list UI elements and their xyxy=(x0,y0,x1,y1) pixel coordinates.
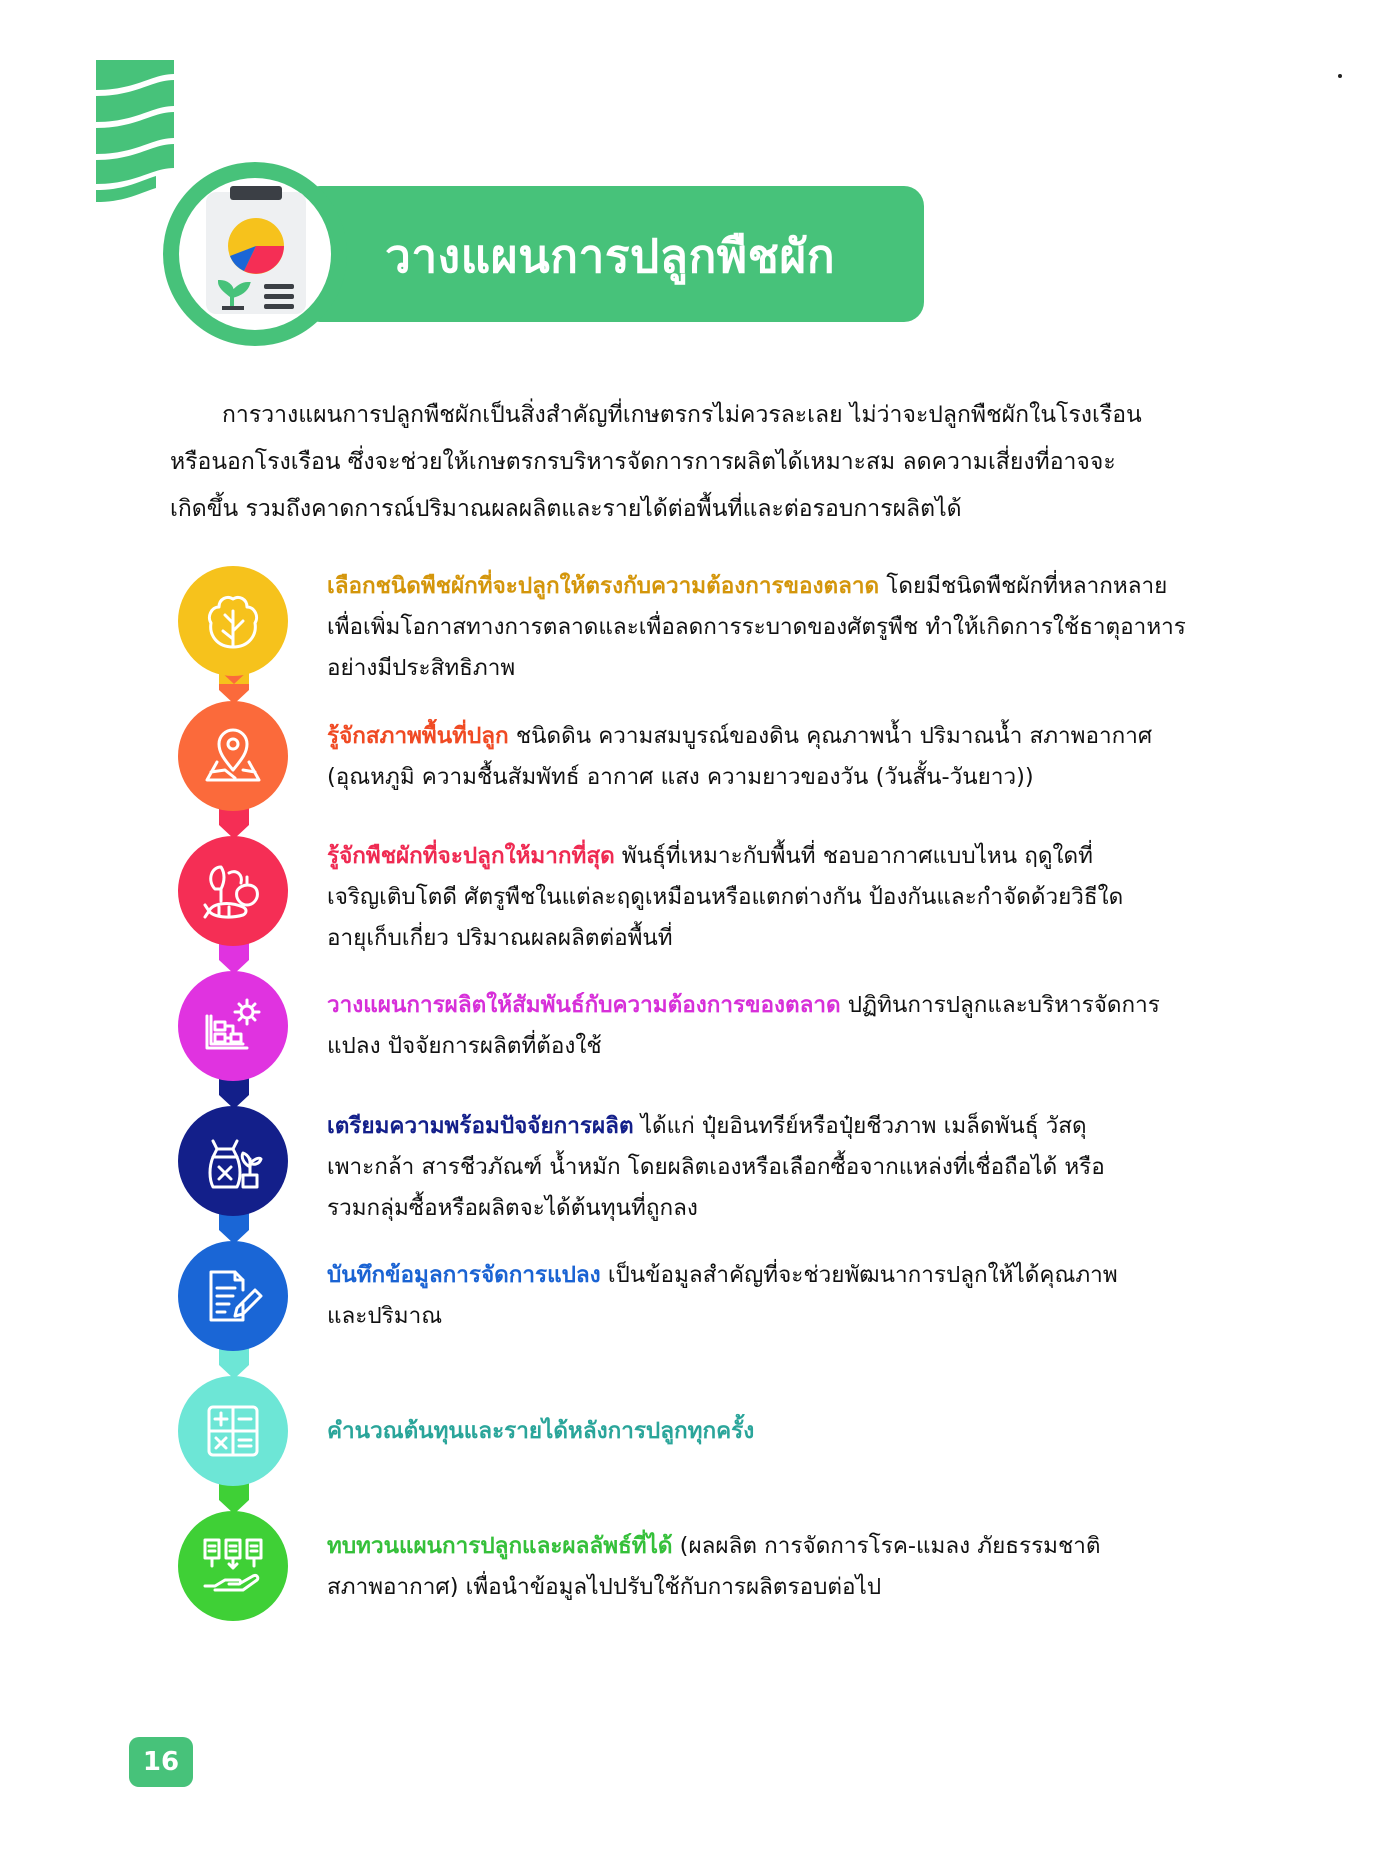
map-pin-icon xyxy=(203,726,263,786)
step-text-8 xyxy=(327,1526,1192,1608)
step-body-line: อายุเก็บเกี่ยว ปริมาณผลผลิตต่อพื้นที่ xyxy=(327,925,673,951)
step-body-line: เพื่อเพิ่มโอกาสทางการตลาดและเพื่อลดการระบาดของศัตรูพืช ทำให้เกิดการใช้ธาตุอาหาร xyxy=(327,614,1186,640)
step-heading: รู้จักสภาพพื้นที่ปลูก xyxy=(327,723,509,749)
step-text-1 xyxy=(327,566,1192,689)
step-circle-5 xyxy=(178,1106,288,1216)
step-body-line: สภาพอากาศ) เพื่อนำข้อมูลไปปรับใช้กับการผลิตรอบต่อไป xyxy=(327,1574,882,1600)
step-body-line: และปริมาณ xyxy=(327,1303,443,1329)
step-body-line: แปลง ปัจจัยการผลิตที่ต้องใช้ xyxy=(327,1033,602,1059)
step-body: ปฏิทินการปลูกและบริหารจัดการ xyxy=(840,992,1160,1018)
step-body: ได้แก่ ปุ๋ยอินทรีย์หรือปุ๋ยชีวภาพ เมล็ดพันธุ์ วัสดุ xyxy=(633,1113,1087,1139)
step-body-line: เพาะกล้า สารชีวภัณฑ์ น้ำหมัก โดยผลิตเองหรือเลือกซื้อจากแหล่งที่เชื่อถือได้ หรือ xyxy=(327,1154,1105,1180)
page-title: วางแผนการปลูกพืชผัก xyxy=(385,229,836,283)
notepad-pen-icon xyxy=(203,1266,263,1326)
step-heading: เลือกชนิดพืชผักที่จะปลูกให้ตรงกับความต้องการของตลาด xyxy=(327,573,880,599)
intro-line: หรือนอกโรงเรือน ซึ่งจะช่วยให้เกษตรกรบริหารจัดการการผลิตได้เหมาะสม ลดความเสี่ยงที่อาจจะ xyxy=(170,449,1116,475)
step-text-5 xyxy=(327,1106,1192,1229)
intro-line: การวางแผนการปลูกพืชผักเป็นสิ่งสำคัญที่เกษตรกรไม่ควรละเลย ไม่ว่าจะปลูกพืชผักในโรงเรือน xyxy=(222,402,1142,428)
step-body-line: อย่างมีประสิทธิภาพ xyxy=(327,655,516,681)
production-plan-gear-icon xyxy=(203,996,263,1056)
step-body-line: (อุณหภูมิ ความชื้นสัมพัทธ์ อากาศ แสง ความยาวของวัน (วันสั้น-วันยาว)) xyxy=(327,764,1034,790)
step-text-2 xyxy=(327,716,1192,798)
step-body-line: รวมกลุ่มซื้อหรือผลิตจะได้ต้นทุนที่ถูกลง xyxy=(327,1195,698,1221)
step-circle-3 xyxy=(178,836,288,946)
step-text-6 xyxy=(327,1255,1192,1337)
fertilizer-bag-plant-icon xyxy=(203,1131,263,1191)
step-circle-8 xyxy=(178,1511,288,1621)
lettuce-icon xyxy=(203,591,263,651)
step-body-line: เจริญเติบโตดี ศัตรูพืชในแต่ละฤดูเหมือนหรือแตกต่างกัน ป้องกันและกำจัดด้วยวิธีใด xyxy=(327,884,1124,910)
page-number-badge: 16 xyxy=(129,1737,193,1787)
step-circle-1 xyxy=(178,566,288,676)
step-body: ชนิดดิน ความสมบูรณ์ของดิน คุณภาพน้ำ ปริมาณน้ำ สภาพอากาศ xyxy=(508,723,1153,749)
step-circle-6 xyxy=(178,1241,288,1351)
step-heading: คำนวณต้นทุนและรายได้หลังการปลูกทุกครั้ง xyxy=(327,1418,755,1444)
step-circle-2 xyxy=(178,701,288,811)
step-text-4 xyxy=(327,985,1192,1067)
step-circle-4 xyxy=(178,971,288,1081)
step-heading: รู้จักพืชผักที่จะปลูกให้มากที่สุด xyxy=(327,843,615,869)
step-body: พันธุ์ที่เหมาะกับพื้นที่ ชอบอากาศแบบไหน ฤดูใดที่ xyxy=(614,843,1093,869)
step-text-3 xyxy=(327,836,1192,959)
step-heading: วางแผนการผลิตให้สัมพันธ์กับความต้องการของตลาด xyxy=(327,992,841,1018)
intro-line: เกิดขึ้น รวมถึงคาดการณ์ปริมาณผลผลิตและรายได้ต่อพื้นที่และต่อรอบการผลิตได้ xyxy=(170,496,962,522)
vegetables-icon xyxy=(203,861,263,921)
review-documents-hand-icon xyxy=(203,1536,263,1596)
step-heading: บันทึกข้อมูลการจัดการแปลง xyxy=(327,1262,601,1288)
step-heading: ทบทวนแผนการปลูกและผลลัพธ์ที่ได้ xyxy=(327,1533,673,1559)
step-text-7 xyxy=(327,1411,1192,1452)
step-circle-7 xyxy=(178,1376,288,1486)
step-body: เป็นข้อมูลสำคัญที่จะช่วยพัฒนาการปลูกให้ได้คุณภาพ xyxy=(600,1262,1118,1288)
calculator-icon xyxy=(203,1401,263,1461)
step-body: โดยมีชนิดพืชผักที่หลากหลาย xyxy=(879,573,1168,599)
step-heading: เตรียมความพร้อมปัจจัยการผลิต xyxy=(327,1113,634,1139)
step-body: (ผลผลิต การจัดการโรค-แมลง ภัยธรรมชาติ xyxy=(672,1533,1101,1559)
